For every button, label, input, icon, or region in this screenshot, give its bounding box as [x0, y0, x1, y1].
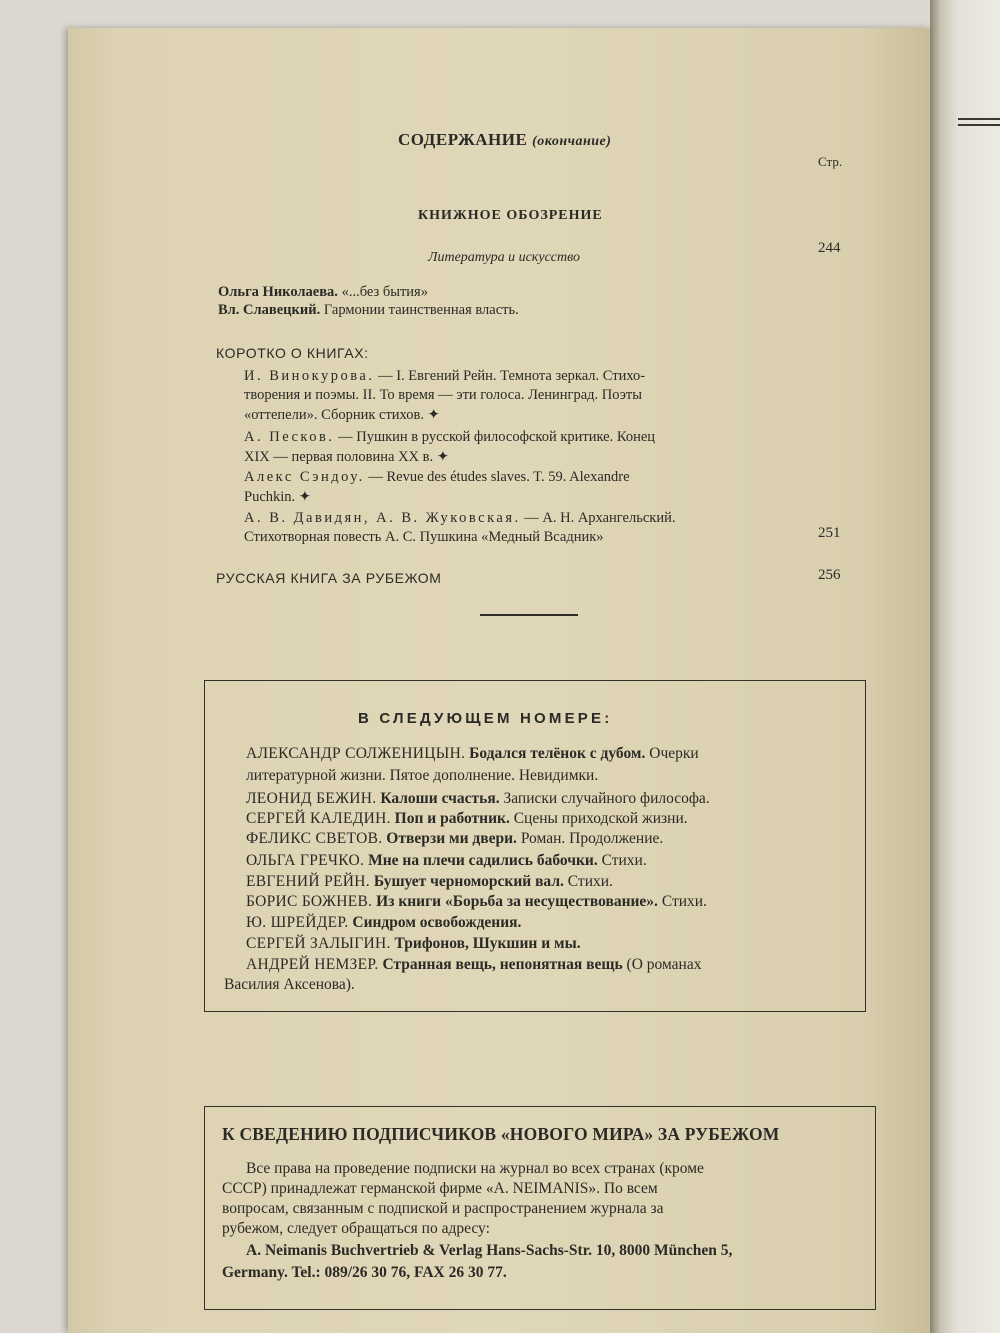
short-books-line	[244, 449, 449, 466]
short-books-line	[244, 469, 630, 486]
next-issue-author: ОЛЬГА ГРЕЧКО.	[246, 852, 365, 869]
next-issue-author: БОРИС БОЖНЕВ.	[246, 893, 373, 910]
next-issue-text: Василия Аксенова).	[224, 976, 355, 993]
next-issue-line	[246, 745, 699, 763]
toc-entry	[218, 284, 428, 301]
next-issue-line	[246, 830, 663, 848]
next-issue-author: ЕВГЕНИЙ РЕЙН.	[246, 873, 370, 890]
toc-entry	[218, 302, 519, 319]
subscribers-title: К СВЕДЕНИЮ ПОДПИСЧИКОВ «НОВОГО МИРА» ЗА РУБЕЖОМ	[222, 1124, 780, 1144]
subscribers-line: вопросам, связанным с подпиской и распространением журнала за	[222, 1200, 664, 1217]
next-issue-work: Из книги «Борьба за несуществование».	[372, 893, 658, 910]
page-column-label: Стр.	[818, 154, 843, 169]
next-issue-work: Странная вещь, непонятная вещь	[378, 956, 623, 973]
next-issue-author: АЛЕКСАНДР СОЛЖЕНИЦЫН.	[246, 745, 466, 762]
subscribers-line: СССР) принадлежат германской фирме «A. NEIMANIS». По всем	[222, 1180, 658, 1197]
next-issue-line	[246, 873, 613, 891]
subscribers-address: Germany. Tel.: 089/26 30 76, FAX 26 30 77.	[222, 1264, 507, 1281]
book-review-heading: КНИЖНОЕ ОБОЗРЕНИЕ	[418, 208, 603, 223]
adjacent-page-rule	[958, 124, 1000, 126]
next-issue-line	[246, 914, 521, 932]
next-issue-work: Мне на плечи садились бабочки.	[364, 852, 598, 869]
short-books-line	[244, 407, 440, 424]
next-issue-text: Стихи.	[597, 852, 647, 869]
next-issue-work: Синдром освобождения.	[348, 914, 522, 931]
next-issue-author: ЛЕОНИД БЕЖИН.	[246, 790, 377, 807]
toc-entry-text: «...без бытия»	[337, 284, 428, 300]
next-issue-line	[224, 976, 355, 994]
next-issue-work: Трифонов, Шукшин и мы.	[390, 935, 581, 952]
next-issue-text: литературной жизни. Пятое дополнение. Невидимки.	[246, 767, 599, 784]
next-issue-author: СЕРГЕЙ ЗАЛЫГИН.	[246, 935, 391, 952]
next-issue-title: В СЛЕДУЮЩЕМ НОМЕРЕ:	[358, 710, 613, 727]
toc-entry-text: Гармонии таинственная власть.	[320, 302, 519, 318]
subscribers-line: рубежом, следует обращаться по адресу:	[222, 1220, 490, 1237]
toc-entry-author: Вл. Славецкий.	[218, 302, 321, 318]
short-books-line	[244, 529, 604, 546]
toc-title-suffix: (окончание)	[532, 134, 612, 149]
short-books-text: — I. Евгений Рейн. Темнота зеркал. Стихо-	[374, 368, 646, 384]
section-divider	[480, 614, 578, 616]
short-books-text: XIX — первая половина XX в. ✦	[244, 449, 449, 465]
short-books-text: творения и поэмы. II. То время — эти голоса. Ленинград. Поэты	[244, 387, 642, 403]
next-issue-line	[246, 956, 701, 974]
short-books-text: «оттепели». Сборник стихов. ✦	[244, 407, 440, 423]
short-books-line	[244, 510, 675, 527]
next-issue-text: Сцены приходской жизни.	[509, 810, 688, 827]
toc-title	[398, 130, 611, 150]
next-issue-text: Стихи.	[657, 893, 707, 910]
next-issue-work: Бодался телёнок с дубом.	[465, 745, 646, 762]
subscribers-address: A. Neimanis Buchvertrieb & Verlag Hans-Sachs-Str. 10, 8000 München 5,	[246, 1242, 733, 1259]
lit-section-heading: Литература и искусство	[428, 250, 581, 265]
toc-entry-author: Ольга Николаева.	[218, 284, 338, 300]
adjacent-page-edge	[930, 0, 1000, 1333]
abroad-heading: РУССКАЯ КНИГА ЗА РУБЕЖОМ	[216, 570, 442, 586]
next-issue-text: Очерки	[645, 745, 699, 762]
toc-title-text: СОДЕРЖАНИЕ	[398, 130, 528, 149]
short-books-line	[244, 387, 642, 404]
short-books-page-number: 251	[818, 525, 841, 541]
next-issue-author: ФЕЛИКС СВЕТОВ.	[246, 830, 383, 847]
next-issue-line	[246, 767, 598, 785]
next-issue-line	[246, 852, 647, 870]
short-books-text: Стихотворная повесть А. С. Пушкина «Медный Всадник»	[244, 529, 604, 545]
short-books-line	[244, 429, 655, 446]
reviewer-name: А. Песков.	[244, 429, 335, 445]
next-issue-author: АНДРЕЙ НЕМЗЕР.	[246, 956, 379, 973]
reviewer-name: И. Винокурова.	[244, 368, 375, 384]
next-issue-line	[246, 810, 688, 828]
next-issue-text: Стихи.	[563, 873, 613, 890]
reviewer-name: А. В. Давидян, А. В. Жуковская.	[244, 510, 521, 526]
abroad-page-number: 256	[818, 567, 841, 583]
next-issue-work: Поп и работник.	[390, 810, 510, 827]
subscribers-line: Все права на проведение подписки на журнал во всех странах (кроме	[246, 1160, 704, 1177]
next-issue-work: Отверзи ми двери.	[382, 830, 517, 847]
short-books-heading: КОРОТКО О КНИГАХ:	[216, 345, 369, 361]
next-issue-line	[246, 935, 581, 953]
short-books-text: — Revue des études slaves. T. 59. Alexandre	[364, 469, 630, 485]
short-books-line	[244, 368, 645, 385]
next-issue-line	[246, 893, 707, 911]
reviewer-name: Алекс Сэндоу.	[244, 469, 365, 485]
next-issue-text: Роман. Продолжение.	[516, 830, 664, 847]
next-issue-author: Ю. ШРЕЙДЕР.	[246, 914, 349, 931]
short-books-text: Puchkin. ✦	[244, 489, 311, 505]
next-issue-work: Калоши счастья.	[376, 790, 500, 807]
next-issue-text: Записки случайного философа.	[499, 790, 710, 807]
adjacent-page-rule	[958, 118, 1000, 120]
next-issue-author: СЕРГЕЙ КАЛЕДИН.	[246, 810, 391, 827]
short-books-text: — Пушкин в русской философской критике. Конец	[334, 429, 656, 445]
lit-page-number: 244	[818, 240, 841, 256]
short-books-line	[244, 489, 311, 506]
next-issue-text: (О романах	[622, 956, 702, 973]
next-issue-line	[246, 790, 710, 808]
short-books-text: — А. Н. Архангельский.	[520, 510, 676, 526]
next-issue-work: Бушует черноморский вал.	[369, 873, 564, 890]
